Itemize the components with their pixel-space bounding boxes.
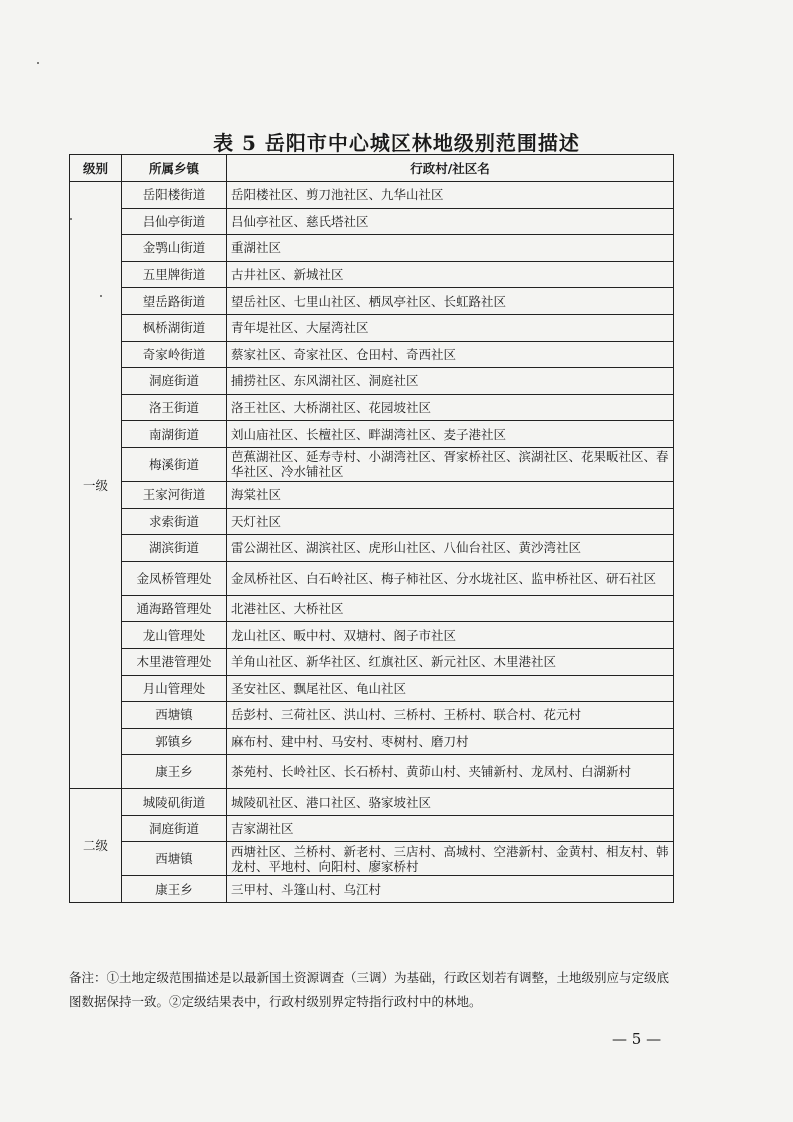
town-cell: 梅溪街道 — [122, 447, 227, 481]
table-row — [70, 182, 674, 209]
scan-speck — [70, 218, 72, 220]
villages-cell: 天灯社区 — [227, 508, 674, 535]
villages-cell: 吕仙亭社区、慈氏塔社区 — [227, 208, 674, 235]
town-cell: 月山管理处 — [122, 675, 227, 702]
table-row — [70, 235, 674, 262]
villages-cell: 海棠社区 — [227, 481, 674, 508]
villages-cell: 圣安社区、飘尾社区、龟山社区 — [227, 675, 674, 702]
table-row — [70, 675, 674, 702]
villages-cell: 捕捞社区、东风湖社区、洞庭社区 — [227, 368, 674, 395]
header-town: 所属乡镇 — [122, 155, 227, 182]
table-row — [70, 208, 674, 235]
table-row — [70, 876, 674, 903]
villages-cell: 龙山社区、畈中村、双塘村、阁子市社区 — [227, 622, 674, 649]
villages-cell: 雷公湖社区、湖滨社区、虎形山社区、八仙台社区、黄沙湾社区 — [227, 535, 674, 562]
town-cell: 金凤桥管理处 — [122, 561, 227, 595]
villages-cell: 岳彭村、三荷社区、洪山村、三桥村、王桥村、联合村、花元村 — [227, 702, 674, 729]
town-cell: 吕仙亭街道 — [122, 208, 227, 235]
table-row — [70, 728, 674, 755]
table-row — [70, 622, 674, 649]
table-row — [70, 702, 674, 729]
villages-cell: 茶苑村、长岭社区、长石桥村、黄茆山村、夹铺新村、龙凤村、白湖新村 — [227, 755, 674, 789]
table-row — [70, 421, 674, 448]
villages-cell: 三甲村、斗篷山村、乌江村 — [227, 876, 674, 903]
town-cell: 洛王街道 — [122, 394, 227, 421]
villages-cell: 洛王社区、大桥湖社区、花园坡社区 — [227, 394, 674, 421]
table-row — [70, 535, 674, 562]
town-cell: 求索街道 — [122, 508, 227, 535]
villages-cell: 金凤桥社区、白石岭社区、梅子柿社区、分水垅社区、监申桥社区、研石社区 — [227, 561, 674, 595]
town-cell: 五里牌街道 — [122, 261, 227, 288]
town-cell: 西塘镇 — [122, 702, 227, 729]
town-cell: 王家河街道 — [122, 481, 227, 508]
town-cell: 木里港管理处 — [122, 648, 227, 675]
villages-cell: 岳阳楼社区、剪刀池社区、九华山社区 — [227, 182, 674, 209]
table-row — [70, 314, 674, 341]
page-title: 表 5 岳阳市中心城区林地级别范围描述 — [213, 131, 580, 155]
town-cell: 郭镇乡 — [122, 728, 227, 755]
table-row — [70, 561, 674, 595]
villages-cell: 城陵矶社区、港口社区、骆家坡社区 — [227, 789, 674, 816]
town-cell: 西塘镇 — [122, 842, 227, 876]
town-cell: 通海路管理处 — [122, 595, 227, 622]
villages-cell: 麻布村、建中村、马安村、枣树村、磨刀村 — [227, 728, 674, 755]
town-cell: 湖滨街道 — [122, 535, 227, 562]
villages-cell: 重湖社区 — [227, 235, 674, 262]
table-row — [70, 815, 674, 842]
table-row — [70, 447, 674, 481]
villages-cell: 蔡家社区、奇家社区、仓田村、奇西社区 — [227, 341, 674, 368]
footnote: 备注：①土地定级范围描述是以最新国土资源调查（三调）为基础，行政区划若有调整，土地级别应与定级底图数据保持一致。②定级结果表中，行政村级别界定特指行政村中的林地。 — [69, 970, 670, 1009]
header-level: 级别 — [70, 155, 122, 182]
villages-cell: 羊角山社区、新华社区、红旗社区、新元社区、木里港社区 — [227, 648, 674, 675]
town-cell: 龙山管理处 — [122, 622, 227, 649]
table-row — [70, 842, 674, 876]
table-row — [70, 789, 674, 816]
town-cell: 洞庭街道 — [122, 368, 227, 395]
town-cell: 洞庭街道 — [122, 815, 227, 842]
town-cell: 奇家岭街道 — [122, 341, 227, 368]
table-row — [70, 595, 674, 622]
villages-cell: 吉家湖社区 — [227, 815, 674, 842]
table-row — [70, 341, 674, 368]
page-number: — 5 — — [612, 1030, 662, 1048]
villages-cell: 西塘社区、兰桥村、新老村、三店村、高城村、空港新村、金黄村、相友村、韩龙村、平地村、向阳村、廖家桥村 — [227, 842, 674, 876]
town-cell: 康王乡 — [122, 876, 227, 903]
town-cell: 金鹗山街道 — [122, 235, 227, 262]
villages-cell: 古井社区、新城社区 — [227, 261, 674, 288]
scan-speck — [100, 295, 102, 297]
scan-speck — [37, 62, 39, 64]
villages-cell: 青年堤社区、大屋湾社区 — [227, 314, 674, 341]
town-cell: 城陵矶街道 — [122, 789, 227, 816]
table-row — [70, 261, 674, 288]
town-cell: 望岳路街道 — [122, 288, 227, 315]
table-row — [70, 368, 674, 395]
villages-cell: 刘山庙社区、长檀社区、畔湖湾社区、麦子港社区 — [227, 421, 674, 448]
table-body — [70, 182, 674, 903]
town-cell: 岳阳楼街道 — [122, 182, 227, 209]
table-row — [70, 394, 674, 421]
level-cell: 二级 — [70, 789, 122, 903]
level-cell: 一级 — [70, 182, 122, 789]
table-row — [70, 508, 674, 535]
town-cell: 康王乡 — [122, 755, 227, 789]
table-header-row — [70, 155, 674, 182]
villages-cell: 望岳社区、七里山社区、栖凤亭社区、长虹路社区 — [227, 288, 674, 315]
table-row — [70, 481, 674, 508]
header-villages: 行政村/社区名 — [227, 155, 674, 182]
table-row — [70, 288, 674, 315]
villages-cell: 北港社区、大桥社区 — [227, 595, 674, 622]
villages-cell: 芭蕉湖社区、延寿寺村、小湖湾社区、胥家桥社区、滨湖社区、花果畈社区、春华社区、冷水铺社区 — [227, 447, 674, 481]
forest-grade-table — [69, 154, 674, 903]
table-row — [70, 755, 674, 789]
table-row — [70, 648, 674, 675]
town-cell: 南湖街道 — [122, 421, 227, 448]
town-cell: 枫桥湖街道 — [122, 314, 227, 341]
